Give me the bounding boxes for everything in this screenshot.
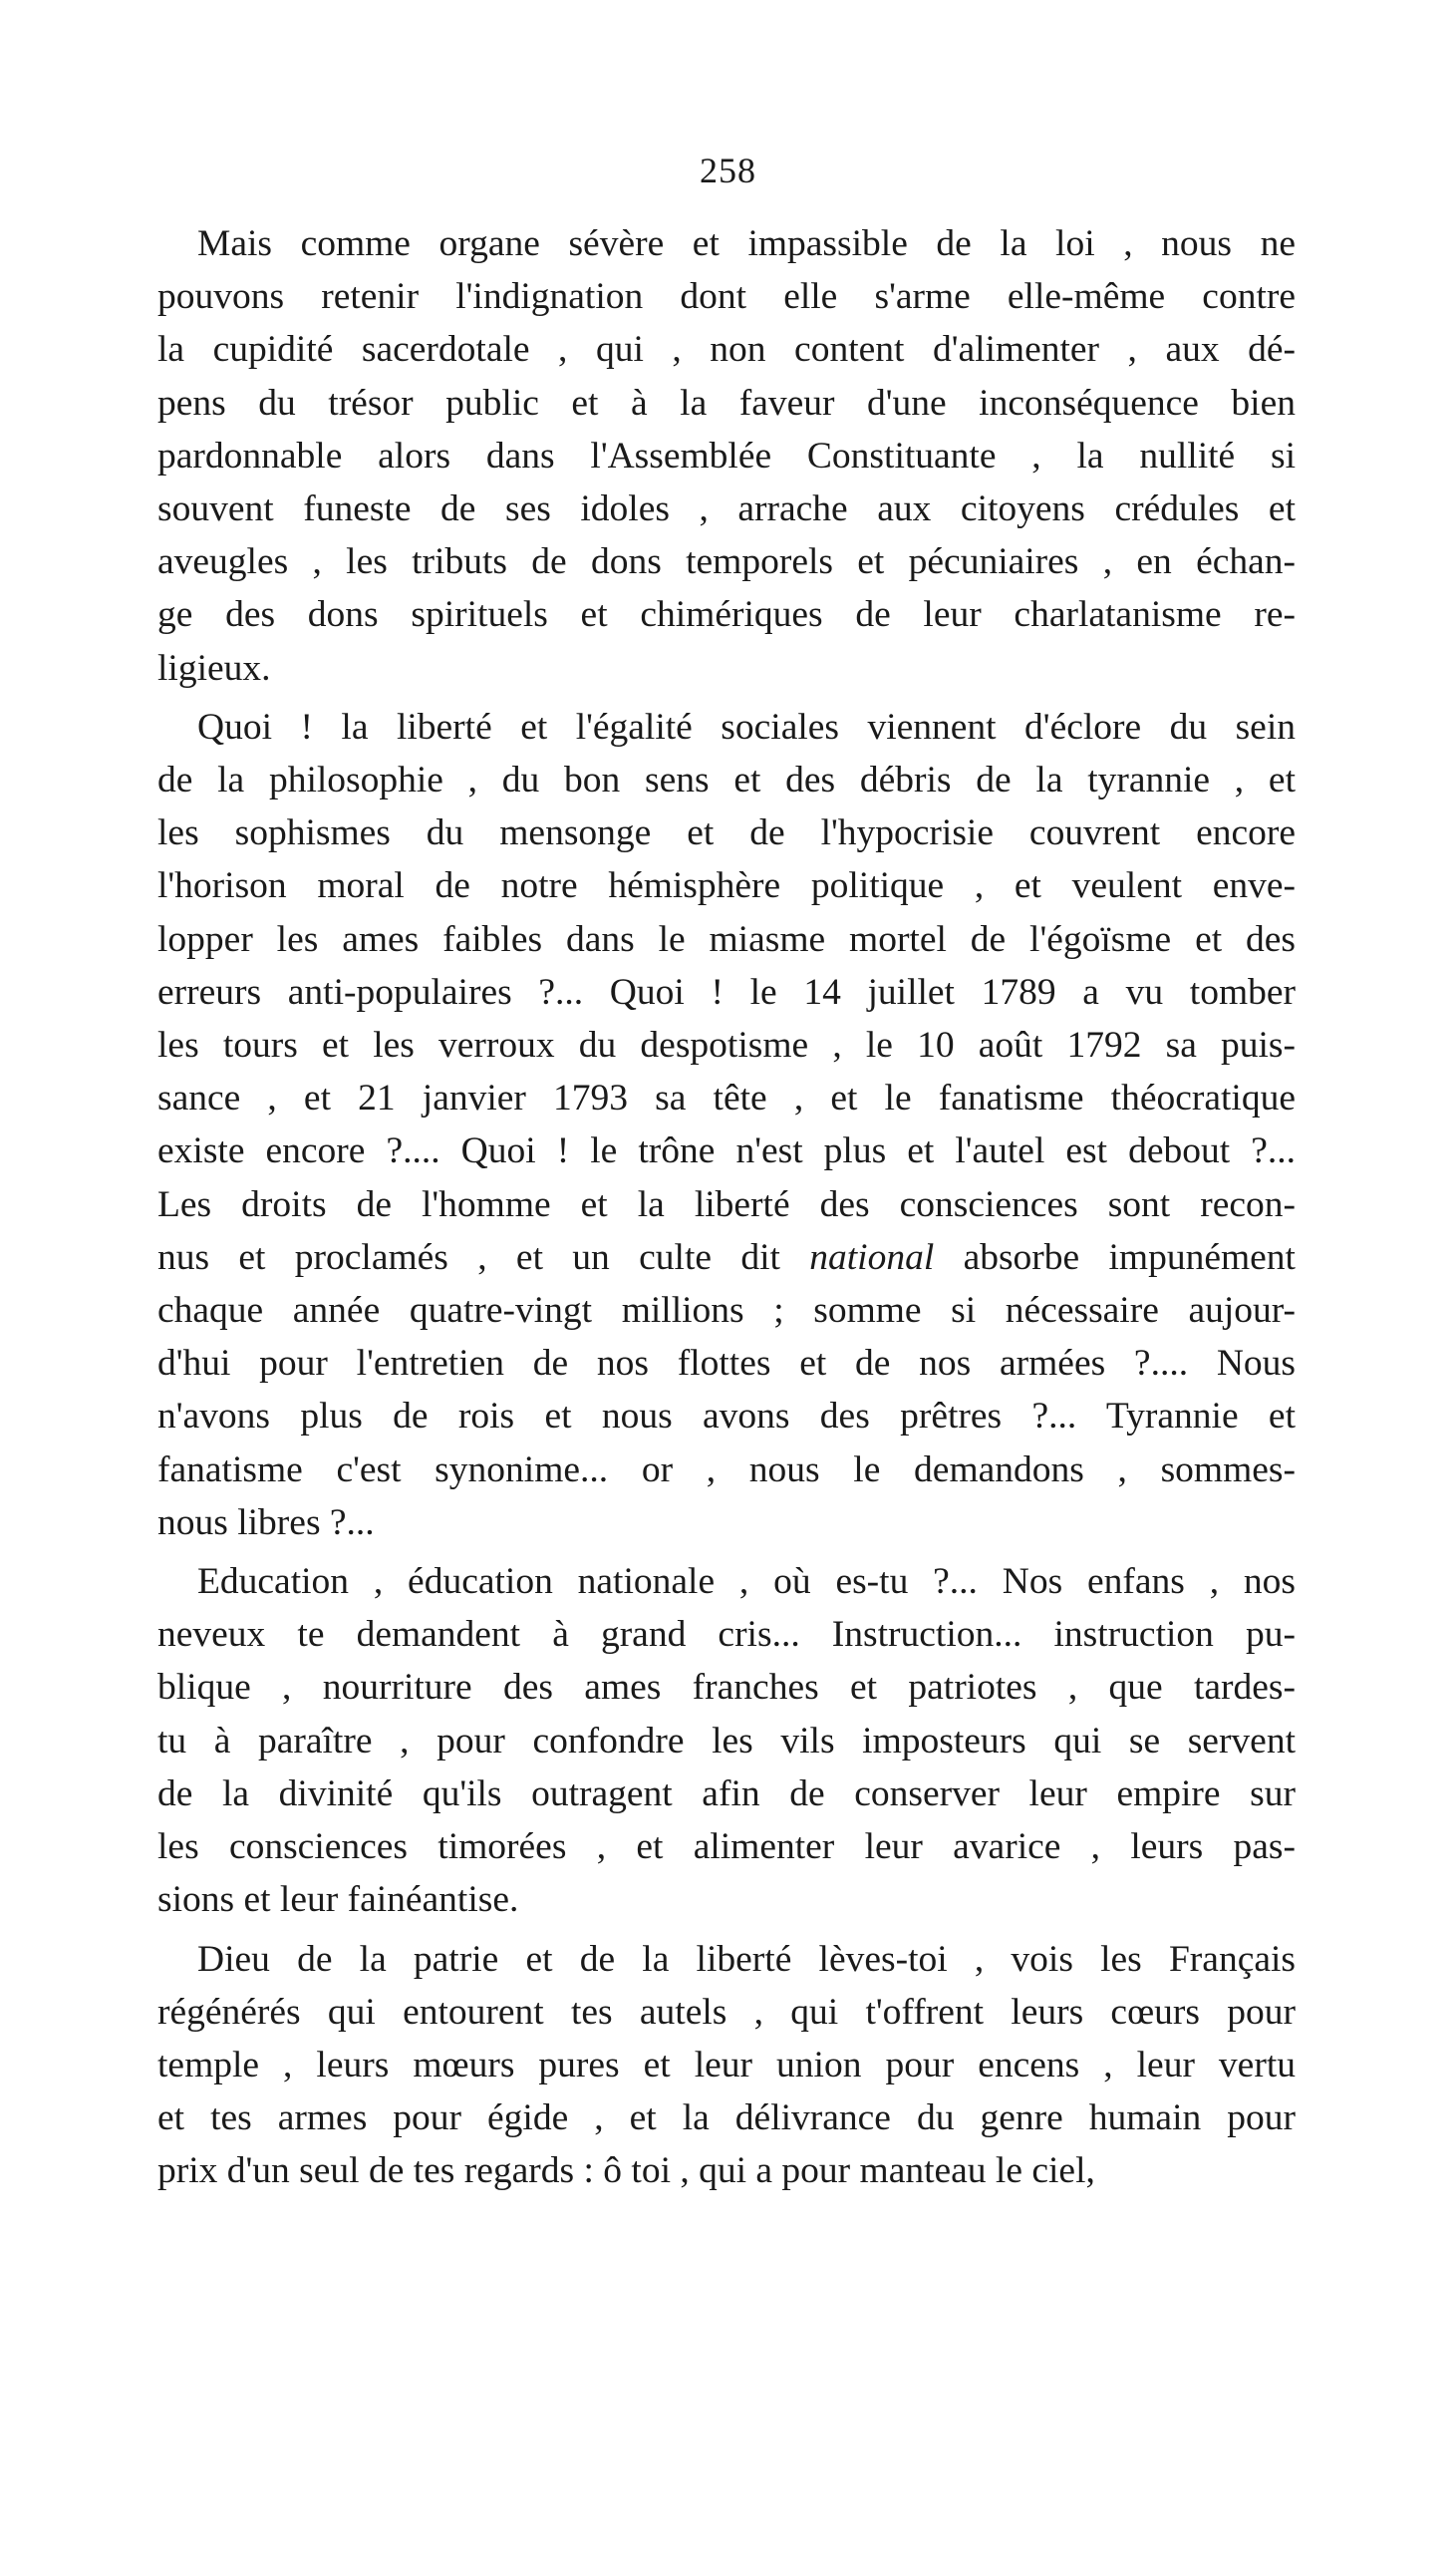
text-line: les sophismes du mensonge et de l'hypocrisie couvrent encore [157, 812, 1296, 854]
text-line: Education , éducation nationale , où es-tu ?... Nos enfans , nos [197, 1561, 1296, 1603]
text-line: pens du trésor public et à la faveur d'une inconséquence bien [157, 382, 1296, 424]
text-line: nus et proclamés , et un culte dit national absorbe impunément [157, 1236, 1296, 1278]
text-line: fanatisme c'est synonime... or , nous le demandons , sommes- [157, 1448, 1296, 1490]
paragraph [157, 1555, 1296, 1926]
text-line: Quoi ! la liberté et l'égalité sociales viennent d'éclore du sein [197, 706, 1296, 748]
paragraph [157, 701, 1296, 1549]
text-line: de la divinité qu'ils outragent afin de conserver leur empire sur [157, 1772, 1296, 1814]
text-line: blique , nourriture des ames franches et patriotes , que tardes- [157, 1667, 1296, 1709]
text-line: pouvons retenir l'indignation dont elle s'arme elle-même contre [157, 276, 1296, 318]
text-line: les consciences timorées , et alimenter leur avarice , leurs pas- [157, 1826, 1296, 1868]
text-line: neveux te demandent à grand cris... Instruction... instruction pu- [157, 1614, 1296, 1656]
page-number: 258 [700, 151, 756, 190]
text-line: existe encore ?.... Quoi ! le trône n'est plus et l'autel est debout ?... [157, 1130, 1296, 1172]
text-line: régénérés qui entourent tes autels , qui t'offrent leurs cœurs pour [157, 1991, 1296, 2033]
text-line: Les droits de l'homme et la liberté des consciences sont recon- [157, 1183, 1296, 1225]
text-line: souvent funeste de ses idoles , arrache aux citoyens crédules et [157, 488, 1296, 530]
text-line: Dieu de la patrie et de la liberté lèves-toi , vois les Français [197, 1938, 1296, 1980]
text-line: l'horison moral de notre hémisphère politique , et veulent enve- [157, 865, 1296, 907]
text-line: et tes armes pour égide , et la délivrance du genre humain pour [157, 2097, 1296, 2139]
text-line: erreurs anti-populaires ?... Quoi ! le 14 juillet 1789 a vu tomber [157, 971, 1296, 1013]
paragraph [157, 1933, 1296, 2198]
text-line: prix d'un seul de tes regards : ô toi , qui a pour manteau le ciel, [157, 2150, 1095, 2192]
body-text [157, 217, 1296, 2198]
text-line: la cupidité sacerdotale , qui , non content d'alimenter , aux dé- [157, 329, 1296, 371]
text-line: nous libres ?... [157, 1501, 375, 1543]
text-line: tu à paraître , pour confondre les vils imposteurs qui se servent [157, 1720, 1296, 1762]
text-line: lopper les ames faibles dans le miasme mortel de l'égoïsme et des [157, 918, 1296, 960]
text-line: ligieux. [157, 647, 271, 689]
text-line: de la philosophie , du bon sens et des débris de la tyrannie , et [157, 760, 1296, 802]
text-line: sance , et 21 janvier 1793 sa tête , et le fanatisme théocratique [157, 1078, 1296, 1120]
text-line: ge des dons spirituels et chimériques de leur charlatanisme re- [157, 594, 1296, 636]
text-line: aveugles , les tributs de dons temporels et pécuniaires , en échan- [157, 541, 1296, 583]
text-line: les tours et les verroux du despotisme , le 10 août 1792 sa puis- [157, 1025, 1296, 1067]
text-line: pardonnable alors dans l'Assemblée Constituante , la nullité si [157, 435, 1296, 477]
text-line: chaque année quatre-vingt millions ; somme si nécessaire aujour- [157, 1290, 1296, 1332]
text-line: sions et leur fainéantise. [157, 1879, 519, 1921]
text-line: Mais comme organe sévère et impassible de la loi , nous ne [197, 223, 1296, 264]
text-line: temple , leurs mœurs pures et leur union pour encens , leur vertu [157, 2044, 1296, 2085]
text-line: n'avons plus de rois et nous avons des prêtres ?... Tyrannie et [157, 1396, 1296, 1438]
text-line: d'hui pour l'entretien de nos flottes et de nos armées ?.... Nous [157, 1343, 1296, 1385]
paragraph [157, 217, 1296, 695]
